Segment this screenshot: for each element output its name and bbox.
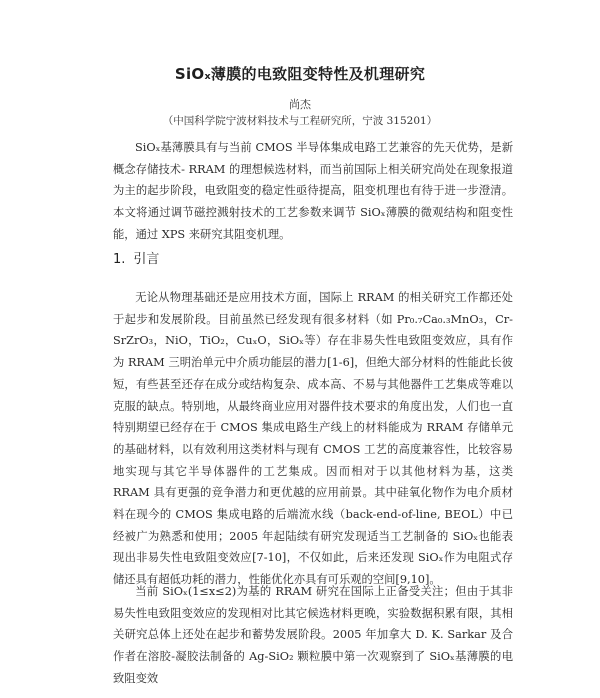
- abstract-text: SiOₓ基薄膜具有与当前 CMOS 半导体集成电路工艺兼容的先天优势，是新概念存储技术- RRAM 的理想候选材料，而当前国际上相关研究尚处在现象报道为主的起步阶段，电致阻变的稳定性亟待提高，阻变机理也有待于进一步澄清。本文将通过调节磁控溅射技术的工艺参数来调节 SiOₓ薄膜的微观结构和阻变性能，通过 XPS 来研究其阻变机理。: [113, 141, 513, 241]
- section-number: 1.: [113, 252, 126, 267]
- paper-title: SiOₓ薄膜的电致阻变特性及机理研究: [174, 65, 426, 83]
- author-name: 尚杰: [289, 98, 311, 111]
- intro-paragraph-2: [113, 581, 513, 690]
- section-title: 引言: [133, 252, 160, 267]
- abstract-paragraph: [113, 137, 513, 246]
- intro-paragraph-2-text: 当前 SiOₓ(1≤x≤2)为基的 RRAM 研究在国际上正备受关注；但由于其非易失性电致阻变效应的发现相对比其它候选材料更晚，实验数据积累有限，其相关研究总体上还处在起步和蓄势发展阶段。2005 年加拿大 D. K. Sarkar 及合作者在溶胶-凝胶法制备的 Ag-SiO₂ 颗粒膜中第一次观察到了 SiOₓ基薄膜的电致阻变效: [113, 585, 513, 685]
- intro-paragraph-1-text: 无论从物理基础还是应用技术方面，国际上 RRAM 的相关研究工作都还处于起步和发展阶段。目前虽然已经发现有很多材料（如 Pr₀.₇Ca₀.₃MnO₃，Cr-SrZrO₃，NiO，TiO₂，CuₓO，SiOₓ等）存在非易失性电致阻变效应，具有作为 RRAM 三明治单元中介质功能层的潜力[1-6]，但绝大部分材料的性能此长彼短，有些甚至还存在成分或结构复杂、成本高、不易与其他器件工艺集成等难以克服的缺点。特别地，从最终商业应用对器件技术要求的角度出发，人们也一直特别期望已经存在于 CMOS 集成电路生产线上的材料能成为 RRAM 存储单元的基础材料，以有效利用这类材料与现有 CMOS 工艺的高度兼容性，比较容易地实现与其它半导体器件的工艺集成。因而相对于以其他材料为基，这类 RRAM 具有更强的竞争潜力和更优越的应用前景。其中硅氧化物作为电介质材料在现今的 CMOS 集成电路的后端流水线（back-end-of-line, BEOL）中已经被广为熟悉和使用；2005 年起陆续有研究发现适当工艺制备的 SiOₓ也能表现出非易失性电致阻变效应[7-10]，不仅如此，后来还发现 SiOₓ作为电阻式存储还具有超低功耗的潜力，性能优化亦具有可乐观的空间[9,10]。: [113, 291, 513, 587]
- section-heading: [113, 248, 167, 267]
- affiliation: （中国科学院宁波材料技术与工程研究所，宁波 315201）: [162, 115, 438, 127]
- intro-paragraph-1: [113, 287, 513, 591]
